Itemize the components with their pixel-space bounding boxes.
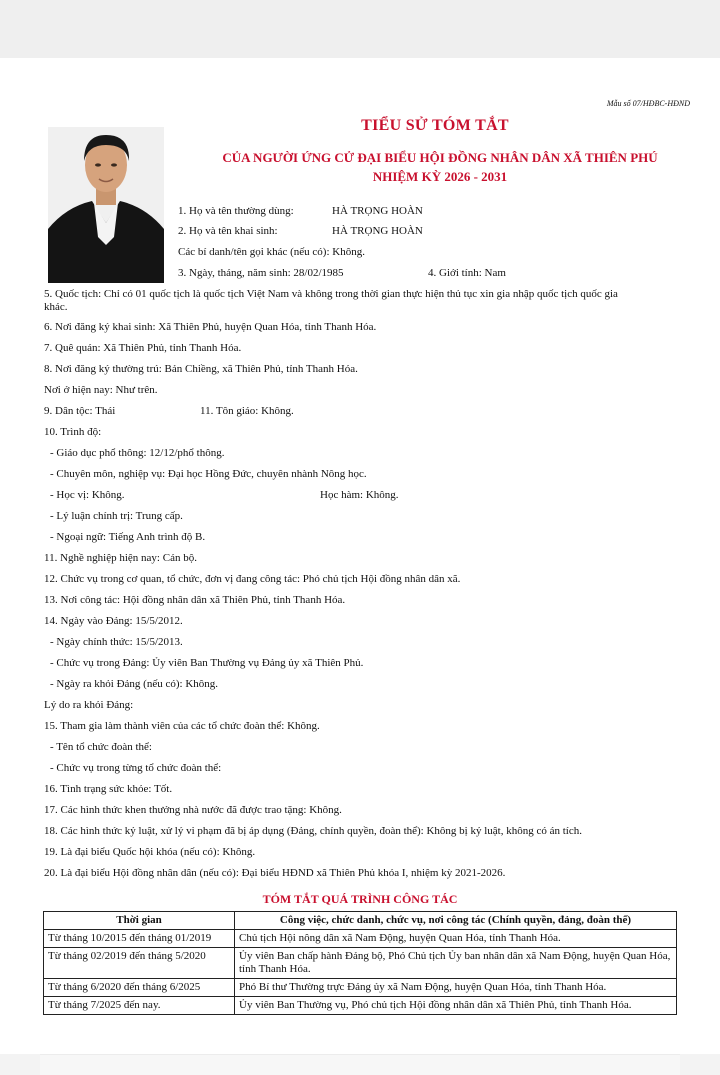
column-header-work: Công việc, chức danh, chức vụ, nơi công tác (Chính quyền, đảng, đoàn thể) [235, 912, 677, 930]
religion: 11. Tôn giáo: Không. [200, 405, 294, 417]
birth-registration: 6. Nơi đăng ký khai sinh: Xã Thiên Phủ, huyện Quan Hóa, tỉnh Thanh Hóa. [44, 321, 377, 333]
nationality-line-1: 5. Quốc tịch: Chỉ có 01 quốc tịch là quốc tịch Việt Nam và không trong thời gian thực hiện thủ tục xin gia nhập quốc tịch quốc gia [44, 288, 618, 300]
party-join-date: 14. Ngày vào Đảng: 15/5/2012. [44, 615, 183, 627]
degree: - Học vị: Không. [50, 489, 125, 501]
foreign-language: - Ngoại ngữ: Tiếng Anh trình độ B. [50, 531, 206, 543]
row-work: Phó Bí thư Thường trực Đảng ủy xã Nam Động, huyện Quan Hóa, tỉnh Thanh Hóa. [235, 979, 677, 997]
national-assembly-delegate: 19. Là đại biểu Quốc hội khóa (nếu có): Không. [44, 846, 256, 858]
occupation: 11. Nghề nghiệp hiện nay: Cán bộ. [44, 552, 197, 564]
awards: 17. Các hình thức khen thưởng nhà nước đã được trao tặng: Không. [44, 804, 342, 816]
next-page-edge [40, 1054, 680, 1075]
table-row [44, 997, 677, 1015]
portrait-image [48, 127, 164, 283]
birth-name-value: HÀ TRỌNG HOÀN [332, 225, 423, 237]
row-time: Từ tháng 7/2025 đến nay. [44, 997, 235, 1015]
form-number: Mẫu số 07/HĐBC-HĐND [606, 99, 690, 108]
workplace: 13. Nơi công tác: Hội đồng nhân dân xã Thiên Phủ, tỉnh Thanh Hóa. [44, 594, 346, 606]
top-bar [0, 0, 720, 58]
current-position: 12. Chức vụ trong cơ quan, tổ chức, đơn vị đang công tác: Phó chủ tịch Hội đồng nhân dân xã. [44, 573, 461, 585]
row-work: Ủy viên Ban chấp hành Đảng bộ, Phó Chủ tịch Ủy ban nhân dân xã Nam Động, huyện Quan Hóa, tỉnh Thanh Hóa. [235, 948, 677, 979]
common-name-value: HÀ TRỌNG HOÀN [332, 205, 423, 217]
table-row [44, 948, 677, 979]
aliases: Các bí danh/tên gọi khác (nếu có): Không. [178, 246, 365, 258]
current-residence: Nơi ở hiện nay: Như trên. [44, 384, 158, 396]
mass-organization-name: - Tên tổ chức đoàn thể: [50, 741, 152, 753]
row-work: Chủ tịch Hội nông dân xã Nam Động, huyện Quan Hóa, tỉnh Thanh Hóa. [235, 930, 677, 948]
hometown: 7. Quê quán: Xã Thiên Phủ, tỉnh Thanh Hóa. [44, 342, 242, 354]
document-title: TIỂU SỬ TÓM TẮT [361, 117, 509, 134]
specialty: - Chuyên môn, nghiệp vụ: Đại học Hồng Đức, chuyên nhành Nông học. [50, 468, 367, 480]
general-education: - Giáo dục phổ thông: 12/12/phổ thông. [50, 447, 225, 459]
table-row [44, 979, 677, 997]
political-theory: - Lý luận chính trị: Trung cấp. [50, 510, 183, 522]
subtitle-line-1: CỦA NGƯỜI ỨNG CỬ ĐẠI BIỂU HỘI ĐỒNG NHÂN DÂN XÃ THIÊN PHÚ [222, 150, 658, 165]
ethnicity: 9. Dân tộc: Thái [44, 405, 116, 417]
council-delegate: 20. Là đại biểu Hội đồng nhân dân (nếu có): Đại biểu HĐND xã Thiên Phủ khóa I, nhiệm kỳ 2021-2026. [44, 867, 506, 879]
common-name-label: 1. Họ và tên thường dùng: [178, 205, 294, 217]
row-time: Từ tháng 10/2015 đến tháng 01/2019 [44, 930, 235, 948]
academic-title: Học hàm: Không. [320, 489, 399, 501]
row-time: Từ tháng 02/2019 đến tháng 5/2020 [44, 948, 235, 979]
education-heading: 10. Trình độ: [44, 426, 102, 438]
row-time: Từ tháng 6/2020 đến tháng 6/2025 [44, 979, 235, 997]
document-subtitle [190, 148, 690, 186]
table-row [44, 930, 677, 948]
health-status: 16. Tình trạng sức khỏe: Tốt. [44, 783, 173, 795]
nationality-line-2: khác. [44, 301, 68, 313]
subtitle-line-2: NHIỆM KỲ 2026 - 2031 [372, 169, 508, 184]
mass-organization: 15. Tham gia làm thành viên của các tổ chức đoàn thể: Không. [44, 720, 320, 732]
birth-name-label: 2. Họ và tên khai sinh: [178, 225, 278, 237]
permanent-residence: 8. Nơi đăng ký thường trú: Bản Chiềng, xã Thiên Phủ, tỉnh Thanh Hóa. [44, 363, 358, 375]
work-history-title: TÓM TẮT QUÁ TRÌNH CÔNG TÁC [262, 892, 458, 906]
portrait-photo [48, 127, 164, 283]
work-history-table [43, 911, 677, 1015]
discipline: 18. Các hình thức kỷ luật, xử lý vi phạm đã bị áp dụng (Đảng, chính quyền, đoàn thể): Không bị kỷ luật, không có án tích. [44, 825, 582, 837]
party-leave-date: - Ngày ra khỏi Đảng (nếu có): Không. [50, 678, 219, 690]
date-of-birth: 3. Ngày, tháng, năm sinh: 28/02/1985 [178, 267, 344, 279]
mass-organization-position: - Chức vụ trong từng tổ chức đoàn thể: [50, 762, 222, 774]
party-official-date: - Ngày chính thức: 15/5/2013. [50, 636, 183, 648]
party-position: - Chức vụ trong Đảng: Ủy viên Ban Thường vụ Đảng ủy xã Thiên Phủ. [50, 657, 364, 669]
row-work: Ủy viên Ban Thường vụ, Phó chủ tịch Hội đồng nhân dân xã Thiên Phủ, tỉnh Thanh Hóa. [235, 997, 677, 1015]
gender: 4. Giới tính: Nam [428, 267, 506, 279]
column-header-time: Thời gian [44, 912, 235, 930]
table-header-row [44, 912, 677, 930]
party-leave-reason: Lý do ra khỏi Đảng: [44, 699, 134, 711]
